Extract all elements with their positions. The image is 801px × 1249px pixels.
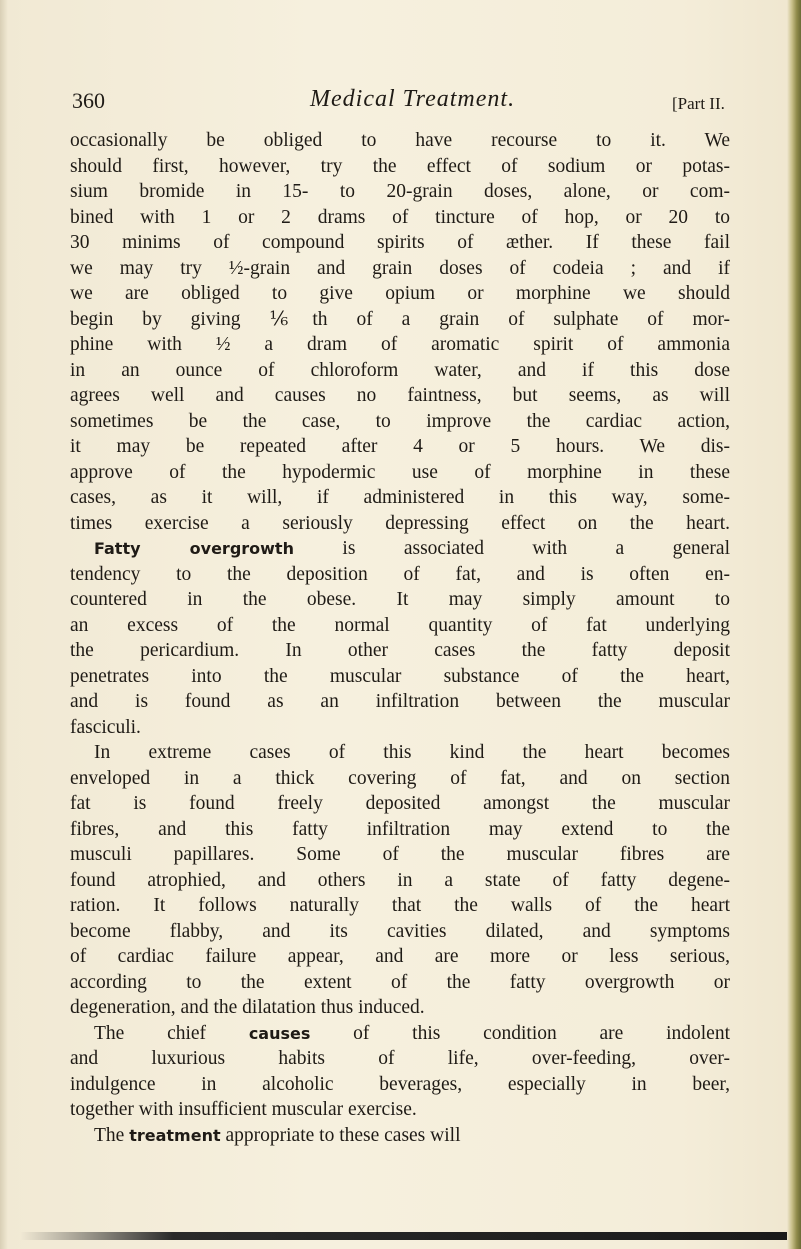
text-line: according to the extent of the fatty overgrowth or <box>70 971 730 993</box>
page-edge-right <box>787 0 801 1249</box>
text-line: penetrates into the muscular substance of the heart, <box>70 665 730 687</box>
text-line: sium bromide in 15- to 20-grain doses, alone, or com- <box>70 181 730 202</box>
part-label: [Part II. <box>672 94 725 113</box>
text-line: found atrophied, and others in a state of fatty degene- <box>70 869 730 891</box>
section-heading-fatty-overgrowth: Fatty overgrowth <box>94 539 294 558</box>
text-run: of this condition are indolent <box>310 1022 730 1044</box>
section-heading-treatment: treatment <box>129 1125 221 1145</box>
text-line: and luxurious habits of life, over-feeding, over- <box>70 1048 730 1069</box>
text-line: enveloped in a thick covering of fat, and on section <box>70 767 730 789</box>
text-line: together with insufficient muscular exercise. <box>70 1099 417 1120</box>
text-line: cases, as it will, if administered in this way, some- <box>70 487 730 508</box>
text-line: fibres, and this fatty infiltration may extend to the <box>70 818 730 840</box>
paragraph-causes-first-line <box>70 1021 730 1047</box>
page-header <box>72 88 788 118</box>
text-line: begin by giving ⅙th of a grain of sulphate of mor- <box>70 308 730 330</box>
text-line: agrees well and causes no faintness, but seems, as will <box>70 385 730 406</box>
text-line: sometimes be the case, to improve the cardiac action, <box>70 410 730 432</box>
text-line: times exercise a seriously depressing effect on the heart. <box>70 512 730 534</box>
text-line: we are obliged to give opium or morphine we should <box>70 283 730 304</box>
text-line: and is found as an infiltration between the muscular <box>70 691 730 712</box>
paragraph-fatty-overgrowth-first-line <box>70 536 730 562</box>
text-line: in an ounce of chloroform water, and if this dose <box>70 359 730 381</box>
text-line: approve of the hypodermic use of morphine in these <box>70 461 730 483</box>
paragraph-treatment-first-line <box>70 1123 730 1149</box>
text-line: we may try ½-grain and grain doses of codeia ; and if <box>70 257 730 279</box>
body-text <box>70 128 730 1148</box>
text-line: In extreme cases of this kind the heart becomes <box>94 742 730 763</box>
text-line: fasciculi. <box>70 716 141 738</box>
text-line: of cardiac failure appear, and are more or less serious, <box>70 946 730 967</box>
text-line: it may be repeated after 4 or 5 hours. We dis- <box>70 436 730 457</box>
bottom-rule <box>20 1232 787 1240</box>
text-line: 30 minims of compound spirits of æther. If these fail <box>70 232 730 253</box>
page-number: 360 <box>72 88 105 113</box>
section-heading-causes: causes <box>248 1023 311 1043</box>
text-line: tendency to the deposition of fat, and is often en- <box>70 563 730 585</box>
text-line: fat is found freely deposited amongst the muscular <box>70 793 730 814</box>
text-line: the pericardium. In other cases the fatty deposit <box>70 640 730 661</box>
text-line: an excess of the normal quantity of fat underlying <box>70 614 730 636</box>
text-line: ration. It follows naturally that the walls of the heart <box>70 895 730 916</box>
running-head: Medical Treatment. <box>310 86 516 112</box>
text-line: degeneration, and the dilatation thus induced. <box>70 997 425 1018</box>
text-run: The chief <box>94 1022 249 1044</box>
text-line: bined with 1 or 2 drams of tincture of hop, or 20 to <box>70 206 730 228</box>
text-line: should first, however, try the effect of sodium or potas- <box>70 155 730 177</box>
text-line: countered in the obese. It may simply amount to <box>70 589 730 610</box>
text-line: indulgence in alcoholic beverages, especially in beer, <box>70 1073 730 1095</box>
text-run: The <box>94 1124 130 1146</box>
text-line: become flabby, and its cavities dilated, and symptoms <box>70 920 730 942</box>
text-run: is associated with a general <box>293 538 730 559</box>
page-gutter-shadow <box>0 0 8 1249</box>
text-line: occasionally be obliged to have recourse to it. We <box>70 130 730 151</box>
text-run: appropriate to these cases will <box>220 1124 461 1146</box>
text-line: phine with ½ a dram of aromatic spirit of ammonia <box>70 334 730 355</box>
text-line: musculi papillares. Some of the muscular fibres are <box>70 844 730 865</box>
